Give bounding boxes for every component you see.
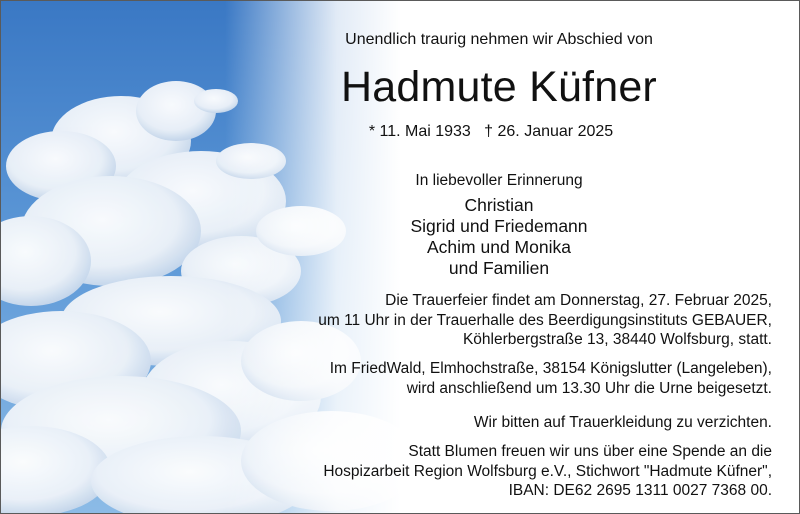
dress-code-line: Wir bitten auf Trauerkleidung zu verzichten. <box>473 414 772 431</box>
deceased-name: Hadmute Küfner <box>341 63 657 111</box>
burial-line: wird anschließend um 13.30 Uhr die Urne beigesetzt. <box>406 379 772 397</box>
burial-paragraph <box>330 359 772 398</box>
family-member: Christian <box>464 195 534 215</box>
funeral-paragraph <box>318 291 772 350</box>
family-member: Sigrid und Friedemann <box>410 216 588 236</box>
donation-line: IBAN: DE62 2695 1311 0027 7368 00. <box>508 482 772 499</box>
burial-line: Im FriedWald, Elmhochstraße, 38154 Königslutter (Langeleben), <box>329 360 772 377</box>
donation-line: Statt Blumen freuen wir uns über eine Spende an die <box>408 443 772 460</box>
memory-line: In liebevoller Erinnerung <box>415 172 583 189</box>
intro-line: Unendlich traurig nehmen wir Abschied von <box>345 31 653 48</box>
life-dates: * 11. Mai 1933 † 26. Januar 2025 <box>368 123 614 140</box>
family-member: Achim und Monika <box>427 237 571 257</box>
donation-line: Hospizarbeit Region Wolfsburg e.V., Stichwort "Hadmute Küfner", <box>323 462 772 480</box>
funeral-line: Die Trauerfeier findet am Donnerstag, 27. Februar 2025, <box>385 292 772 309</box>
funeral-line: Köhlerbergstraße 13, 38440 Wolfsburg, statt. <box>462 331 772 348</box>
family-list <box>410 195 587 279</box>
donation-paragraph <box>323 442 772 501</box>
family-member: und Familien <box>448 258 550 278</box>
funeral-line: um 11 Uhr in der Trauerhalle des Beerdigungsinstituts GEBAUER, <box>318 311 772 329</box>
